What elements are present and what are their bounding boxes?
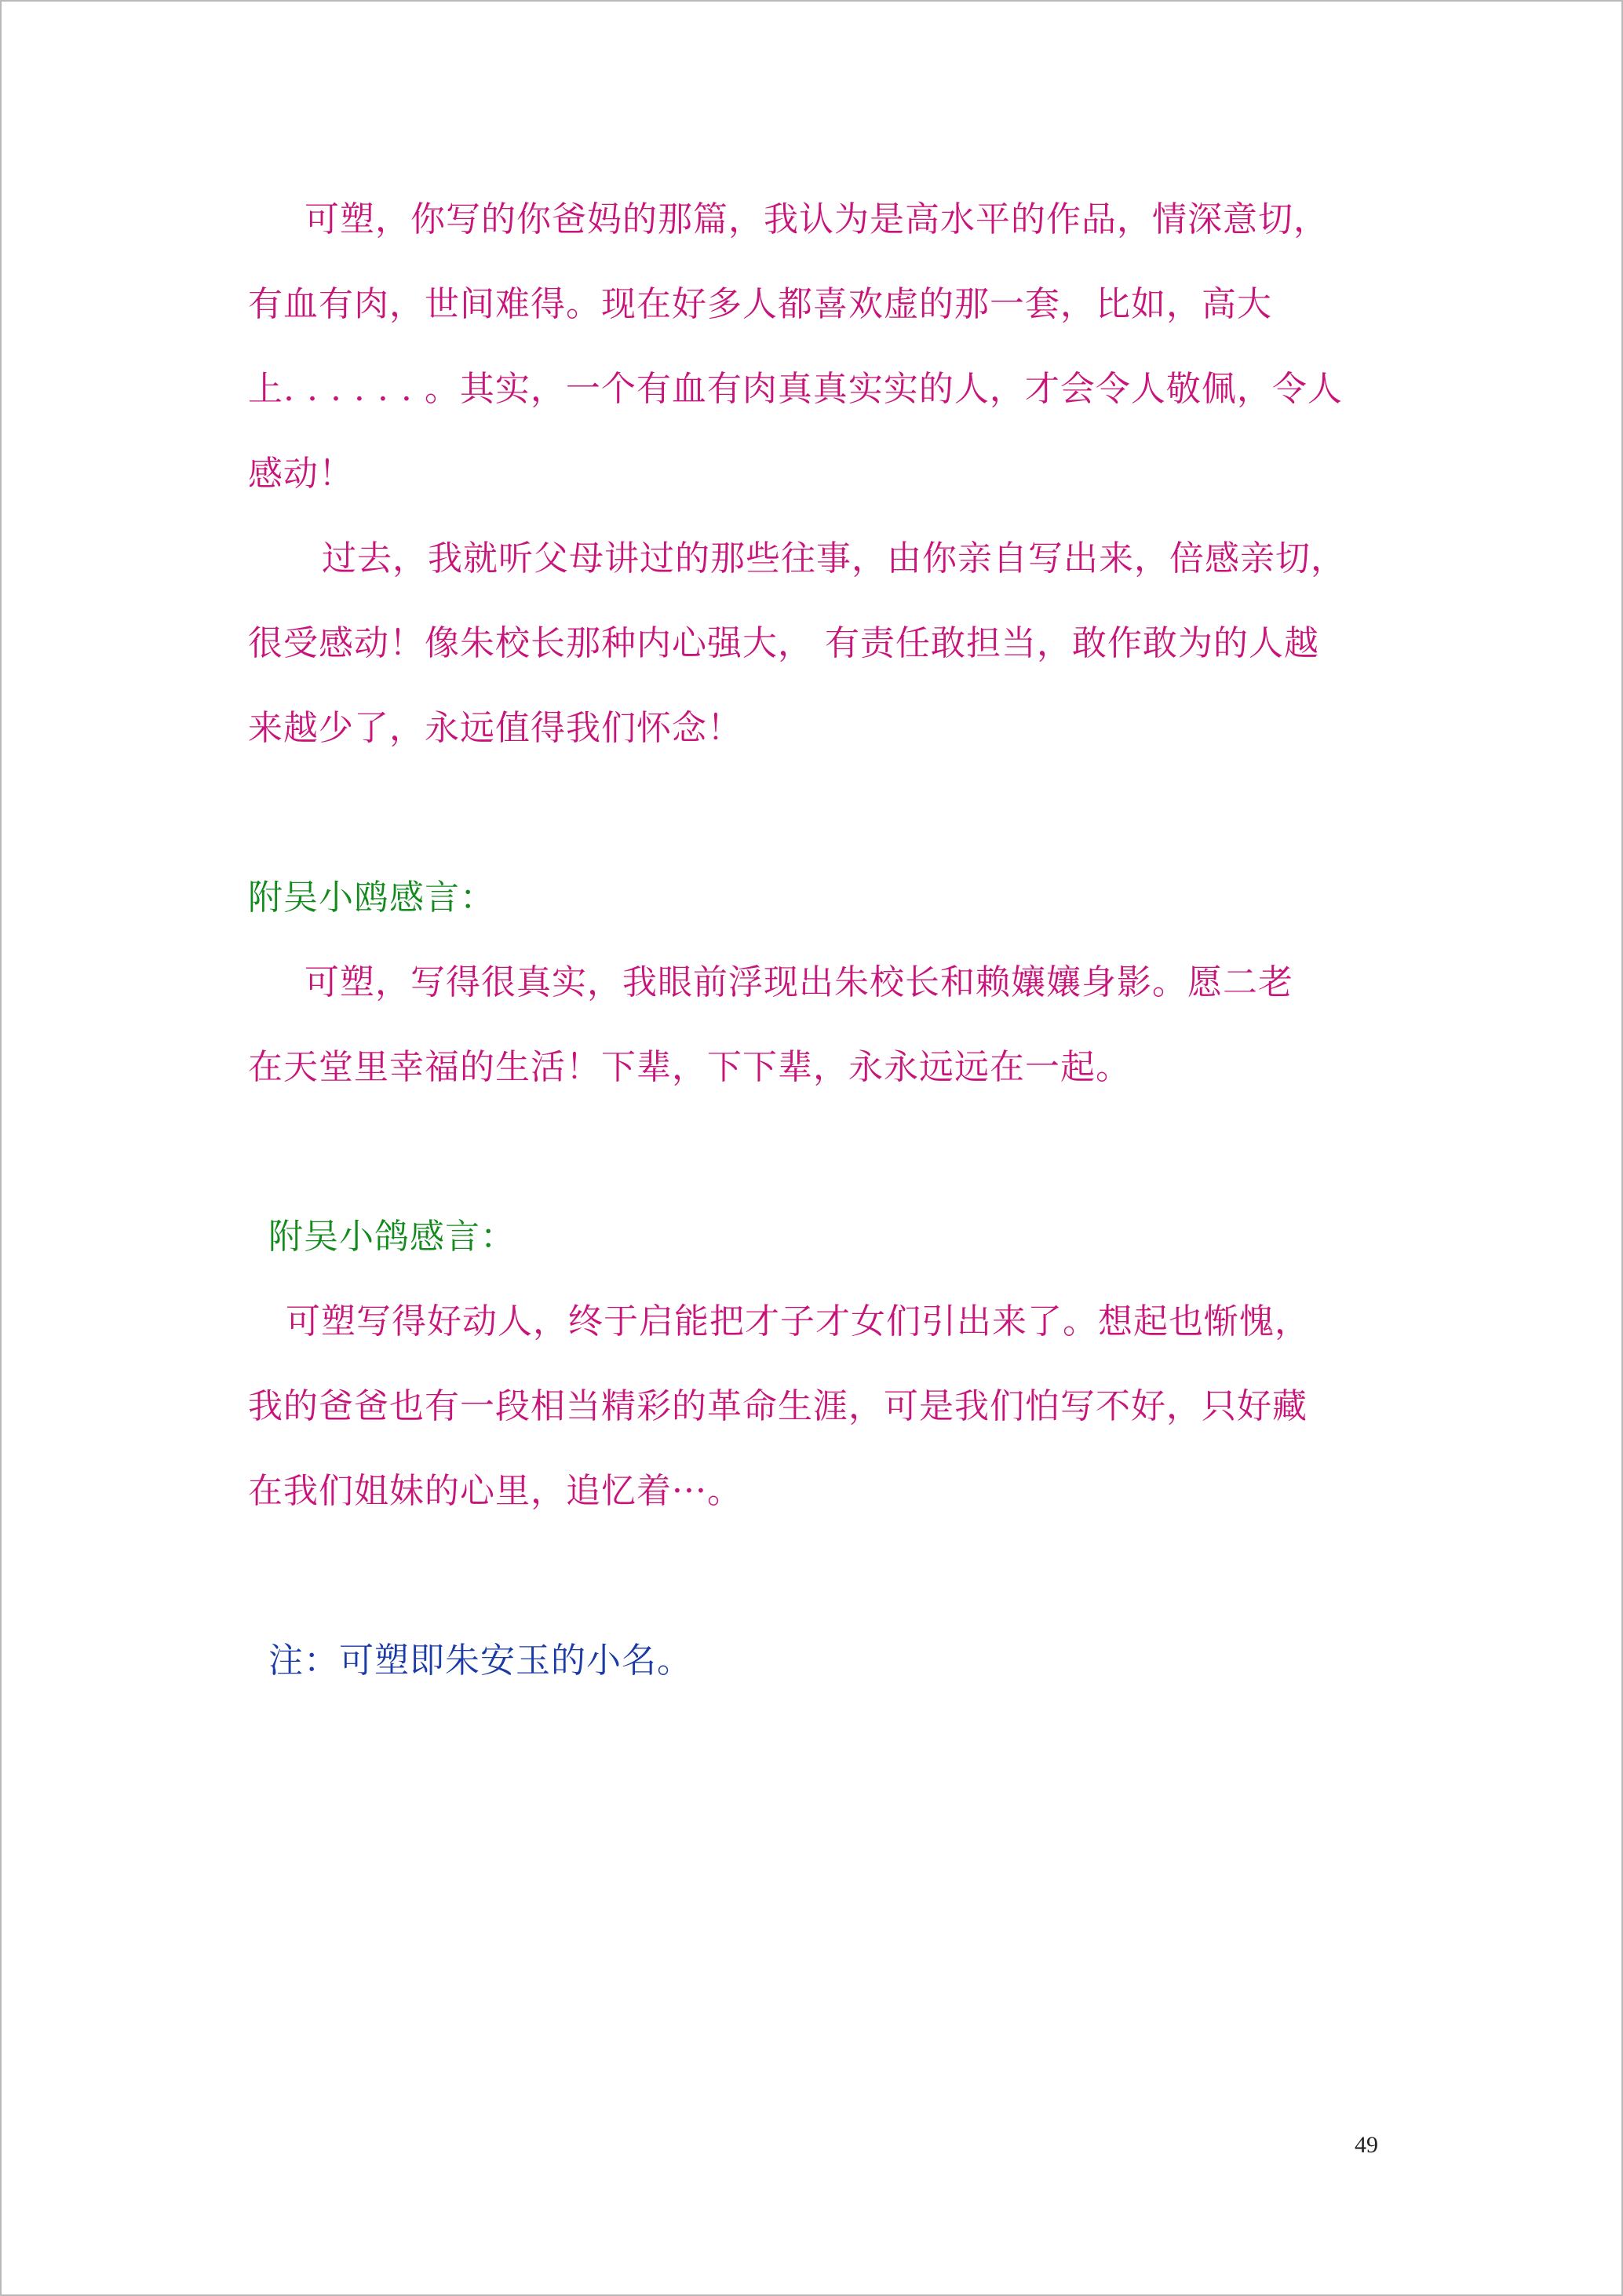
para1-line-4: 感动！ (248, 454, 354, 494)
para2-line-2: 很受感动！像朱校长那种内心强大， 有责任敢担当，敢作敢为的人越 (248, 623, 1319, 663)
footnote: 注：可塑即朱安玉的小名。 (268, 1641, 692, 1681)
section2-line-3: 在我们姐妹的心里，追忆着···。 (248, 1471, 742, 1511)
section1-line-1: 可塑，写得很真实，我眼前浮现出朱校长和赖孃孃身影。愿二老 (305, 962, 1293, 1002)
page-number: 49 (1355, 2132, 1378, 2158)
para1-line-2: 有血有肉，世间难得。现在好多人都喜欢虚的那一套，比如，高大 (248, 284, 1272, 324)
para2-line-3: 来越少了，永远值得我们怀念！ (248, 708, 742, 748)
section1-line-2: 在天堂里幸福的生活！下辈，下下辈，永永远远在一起。 (248, 1047, 1131, 1087)
section2-heading: 附吴小鸽感言： (268, 1217, 516, 1257)
section2-line-1: 可塑写得好动人，终于启能把才子才女们引出来了。想起也惭愧， (286, 1301, 1310, 1341)
section1-heading: 附吴小鸥感言： (248, 878, 495, 918)
para2-line-1: 过去，我就听父母讲过的那些往事，由你亲自写出来，倍感亲切， (322, 538, 1346, 579)
section2-line-2: 我的爸爸也有一段相当精彩的革命生涯，可是我们怕写不好，只好藏 (248, 1386, 1308, 1426)
para1-line-1: 可塑，你写的你爸妈的那篇，我认为是高水平的作品，情深意切， (305, 199, 1329, 239)
para1-line-3: 上. . . . . . 。其实，一个有血有肉真真实实的人，才会令人敬佩，令人 (248, 369, 1343, 409)
